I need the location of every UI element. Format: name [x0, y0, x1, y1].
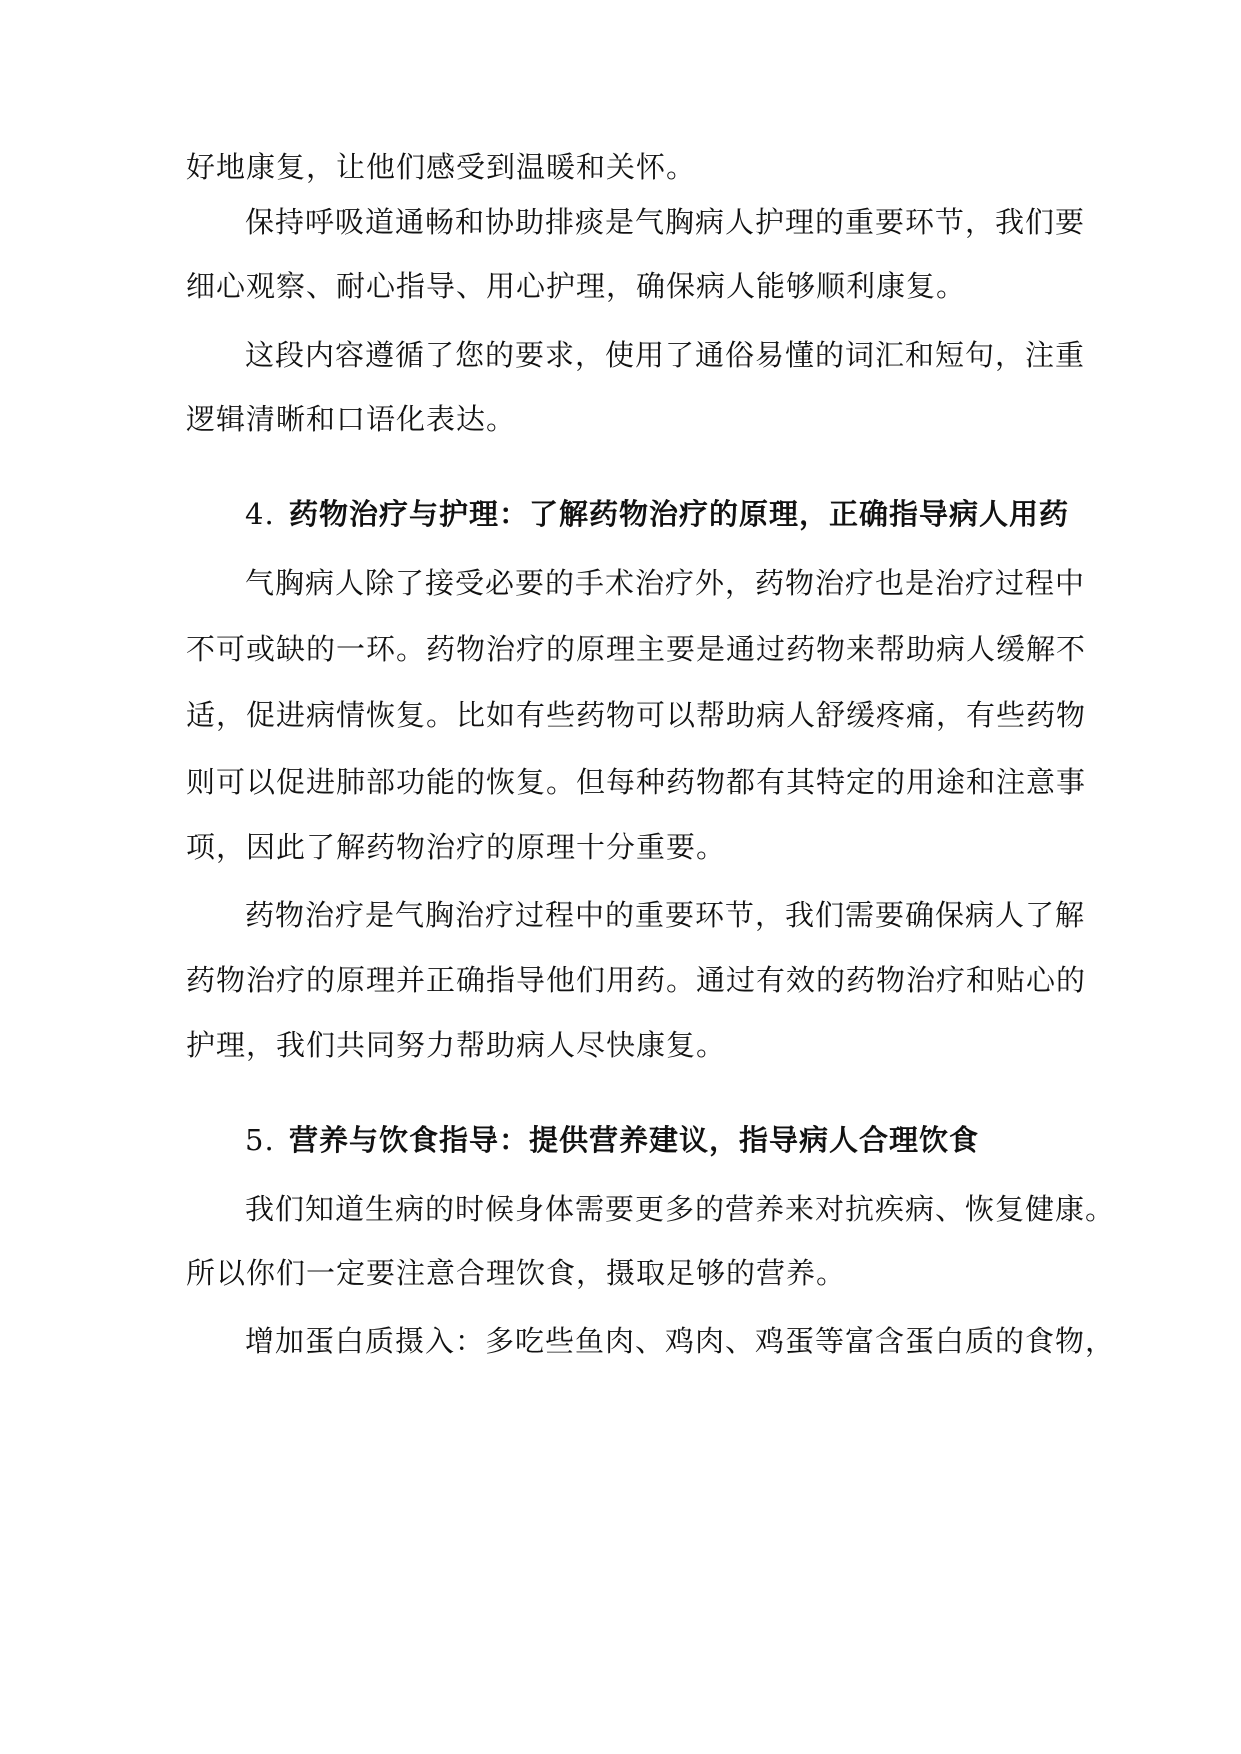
paragraph-line: 药物治疗是气胸治疗过程中的重要环节，我们需要确保病人了解 [245, 898, 1086, 932]
section-heading-4 [245, 494, 1069, 534]
section-number: 5. [245, 1123, 275, 1157]
section-title: 营养与饮食指导：提供营养建议，指导病人合理饮食 [289, 1123, 980, 1157]
paragraph-line: 增加蛋白质摄入：多吃些鱼肉、鸡肉、鸡蛋等富含蛋白质的食物， [245, 1324, 1116, 1358]
paragraph-line: 所以你们一定要注意合理饮食，摄取足够的营养。 [186, 1256, 847, 1290]
paragraph-line: 适，促进病情恢复。比如有些药物可以帮助病人舒缓疼痛，有些药物 [186, 698, 1087, 732]
section-title: 药物治疗与护理：了解药物治疗的原理，正确指导病人用药 [289, 497, 1070, 531]
paragraph-line: 好地康复，让他们感受到温暖和关怀。 [186, 150, 697, 184]
paragraph-line: 这段内容遵循了您的要求，使用了通俗易懂的词汇和短句，注重 [245, 338, 1086, 372]
section-heading-5 [245, 1120, 979, 1160]
paragraph-line: 保持呼吸道通畅和协助排痰是气胸病人护理的重要环节，我们要 [245, 205, 1086, 239]
paragraph-line: 药物治疗的原理并正确指导他们用药。通过有效的药物治疗和贴心的 [186, 963, 1087, 997]
paragraph-line: 我们知道生病的时候身体需要更多的营养来对抗疾病、恢复健康。 [245, 1192, 1116, 1226]
paragraph-line: 逻辑清晰和口语化表达。 [186, 402, 517, 436]
paragraph-line: 不可或缺的一环。药物治疗的原理主要是通过药物来帮助病人缓解不 [186, 632, 1087, 666]
section-number: 4. [245, 497, 275, 531]
paragraph-line: 则可以促进肺部功能的恢复。但每种药物都有其特定的用途和注意事 [186, 765, 1087, 799]
paragraph-line: 护理，我们共同努力帮助病人尽快康复。 [186, 1028, 727, 1062]
paragraph-line: 项，因此了解药物治疗的原理十分重要。 [186, 830, 727, 864]
paragraph-line: 气胸病人除了接受必要的手术治疗外，药物治疗也是治疗过程中 [245, 566, 1086, 600]
paragraph-line: 细心观察、耐心指导、用心护理，确保病人能够顺利康复。 [186, 269, 967, 303]
